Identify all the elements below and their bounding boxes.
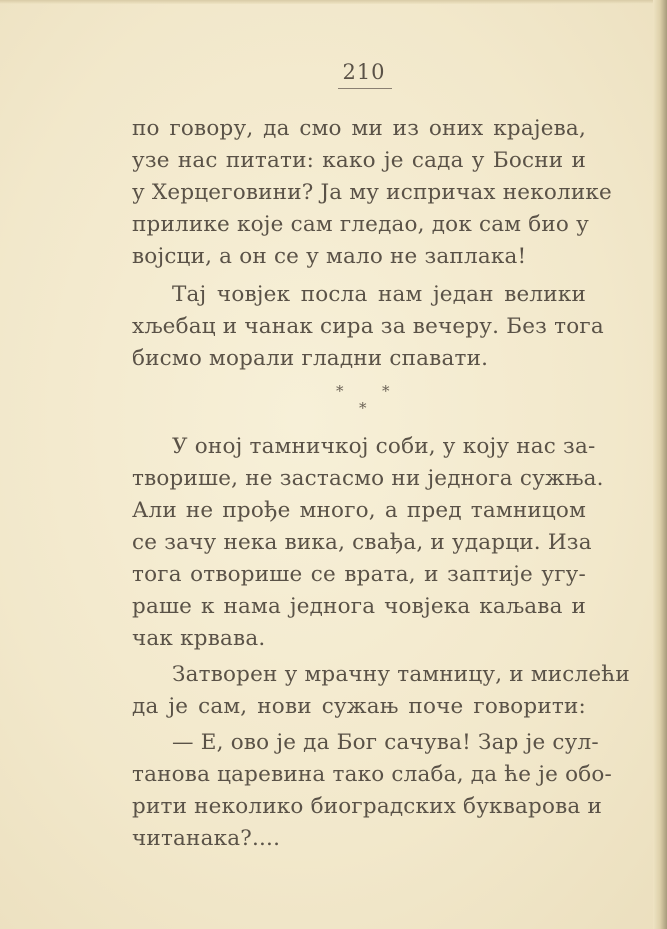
text-line: чак крвава. — [132, 626, 266, 651]
text-line: да је сам, нови сужањ поче говорити: — [132, 694, 586, 719]
page-number: 210 — [342, 60, 386, 84]
text-line: бисмо морали гладни спавати. — [132, 346, 489, 371]
text-line: тога отворише се врата, и заптије угу- — [132, 562, 586, 587]
text-line: прилике које сам гледао, док сам био у — [132, 212, 589, 237]
text-line: Затворен у мрачну тамницу, и мислећи — [172, 662, 630, 687]
section-break-asterism — [334, 382, 398, 422]
text-line: танова царевина тако слаба, да ће је обо- — [132, 762, 612, 787]
asterisk: * — [382, 382, 390, 400]
text-line: Тај човјек посла нам један велики — [172, 282, 586, 307]
asterisk: * — [359, 399, 367, 417]
text-line: Али не прође много, а пред тамницом — [132, 498, 586, 523]
text-line: рити неколико биоградских букварова и — [132, 794, 603, 819]
text-line: узе нас питати: како је сада у Босни и — [132, 148, 586, 173]
text-line: у Херцеговини? Ја му испричах неколике — [132, 180, 612, 205]
text-line: се зачу нека вика, свађа, и ударци. Иза — [132, 530, 592, 555]
page-top-edge — [0, 0, 667, 4]
text-line: војсци, а он се у мало не заплака! — [132, 244, 527, 269]
asterisk: * — [336, 382, 344, 400]
text-line: по говору, да смо ми из оних крајева, — [132, 116, 586, 141]
page-number-rule — [338, 88, 392, 89]
text-line: хљебац и чанак сира за вечеру. Без тога — [132, 314, 604, 339]
text-line: У оној тамничкој соби, у коју нас за- — [172, 434, 596, 459]
text-line: творише, не застасмо ни једнога сужња. — [132, 466, 604, 491]
page-right-edge — [653, 0, 667, 929]
text-line: — Е, ово је да Бог сачува! Зар је сул- — [172, 730, 599, 755]
text-line: раше к нама једнога човјека каљава и — [132, 594, 586, 619]
text-line: читанака?.... — [132, 826, 281, 851]
